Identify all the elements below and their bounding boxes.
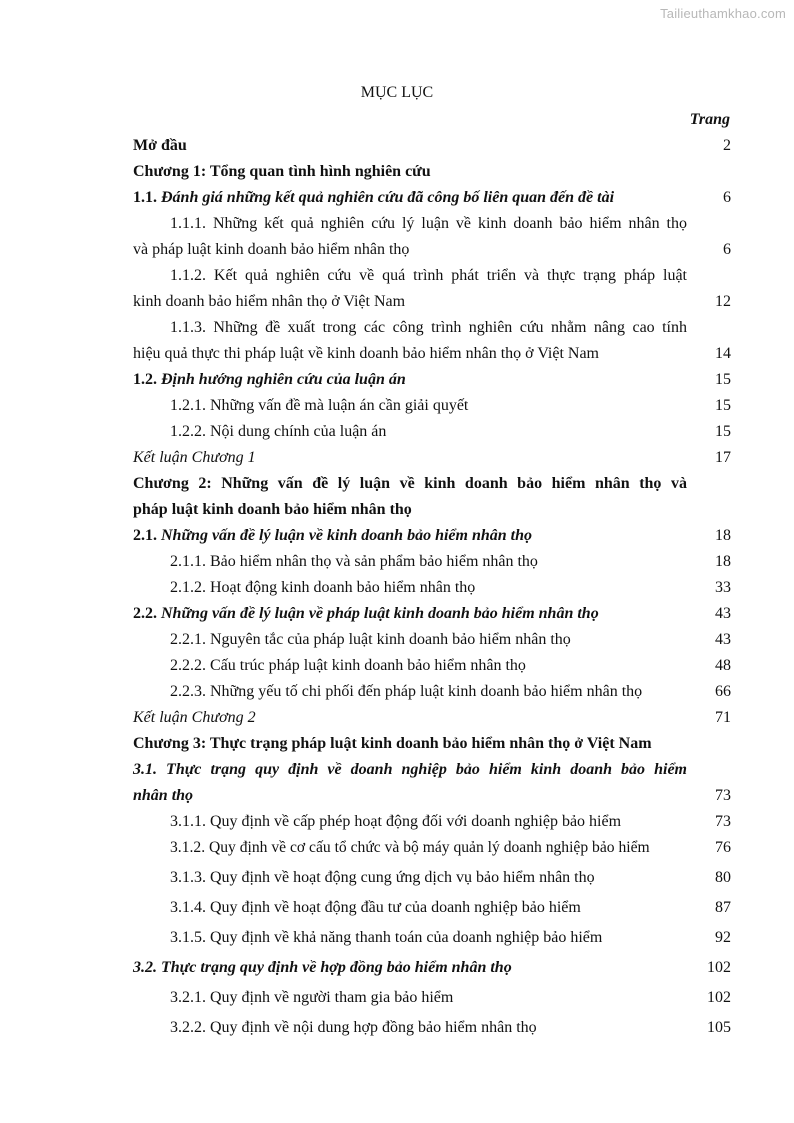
toc-entry-number: 2.2. [133,605,157,622]
toc-entry-text: Kết luận Chương 1 [133,449,256,466]
toc-subsection-2-2-2[interactable] [133,653,731,679]
toc-entry-page: 15 [715,371,731,388]
toc-subsection-1-1-2[interactable] [133,263,731,315]
toc-entry-text: Định hướng nghiên cứu của luận án [161,371,406,388]
toc-entry-page: 12 [715,293,731,310]
toc-section-2-1[interactable] [133,523,731,549]
table-of-contents [133,133,731,1041]
toc-entry-text-line1: 1.1.2. Kết quả nghiên cứu về quá trình phát triển và thực trạng pháp luật [170,267,687,284]
toc-entry-page: 43 [715,631,731,648]
toc-entry-page: 102 [707,989,731,1006]
toc-entry-number: 1.2. [133,371,157,388]
toc-entry-text-line2: và pháp luật kinh doanh bảo hiểm nhân thọ [133,241,410,258]
toc-entry-page: 71 [715,709,731,726]
toc-entry-page: 76 [715,839,731,856]
toc-subsection-3-1-2[interactable] [133,835,731,861]
toc-entry-text-line2: hiệu quả thực thi pháp luật về kinh doanh bảo hiểm nhân thọ ở Việt Nam [133,345,599,362]
toc-entry-text: 3.1.3. Quy định về hoạt động cung ứng dịch vụ bảo hiểm nhân thọ [170,869,595,886]
toc-subsection-3-2-2[interactable] [133,1015,731,1041]
toc-entry-page: 17 [715,449,731,466]
toc-conclusion-2[interactable] [133,705,731,731]
toc-subsection-3-1-1[interactable] [133,809,731,835]
toc-entry-page: 18 [715,527,731,544]
toc-entry-page: 92 [715,929,731,946]
toc-entry-text-line1: 1.1.1. Những kết quả nghiên cứu lý luận về kinh doanh bảo hiểm nhân thọ [170,215,687,232]
toc-section-2-2[interactable] [133,601,731,627]
toc-subsection-3-1-3[interactable] [133,865,731,891]
toc-chapter-2[interactable] [133,471,731,523]
toc-entry-page: 6 [723,189,731,206]
toc-chapter-1[interactable] [133,159,731,185]
toc-entry-text-line2: kinh doanh bảo hiểm nhân thọ ở Việt Nam [133,293,406,310]
toc-entry-text: 2.1.2. Hoạt động kinh doanh bảo hiểm nhân thọ [170,579,476,596]
toc-entry-page: 6 [723,241,731,258]
toc-entry-text: Chương 3: Thực trạng pháp luật kinh doanh bảo hiểm nhân thọ ở Việt Nam [133,735,652,752]
toc-entry-text-line1: Chương 2: Những vấn đề lý luận về kinh doanh bảo hiểm nhân thọ và [133,475,687,492]
toc-subsection-2-2-1[interactable] [133,627,731,653]
toc-subsection-3-1-4[interactable] [133,895,731,921]
toc-entry-page: 87 [715,899,731,916]
toc-entry-text: 2.2.1. Nguyên tắc của pháp luật kinh doanh bảo hiểm nhân thọ [170,631,571,648]
toc-entry-text: Những vấn đề lý luận về pháp luật kinh doanh bảo hiểm nhân thọ [161,605,599,622]
toc-entry-text: 3.1.1. Quy định về cấp phép hoạt động đối với doanh nghiệp bảo hiểm [170,813,622,830]
toc-entry-text: 3.1.4. Quy định về hoạt động đầu tư của doanh nghiệp bảo hiểm [170,899,581,916]
toc-entry-number: 1.1. [133,189,157,206]
toc-entry-page: 73 [715,787,731,804]
toc-section-1-1[interactable] [133,185,731,211]
toc-entry-text-line2: pháp luật kinh doanh bảo hiểm nhân thọ [133,501,412,518]
toc-subsection-2-2-3[interactable] [133,679,731,705]
toc-entry-text: 3.2.2. Quy định về nội dung hợp đồng bảo hiểm nhân thọ [170,1019,537,1036]
toc-entry-text: Đánh giá những kết quả nghiên cứu đã công bố liên quan đến đề tài [161,189,615,206]
toc-subsection-3-1-5[interactable] [133,925,731,951]
toc-entry-page: 14 [715,345,731,362]
toc-entry-page: 102 [707,959,731,976]
toc-entry-text: 2.2.2. Cấu trúc pháp luật kinh doanh bảo hiểm nhân thọ [170,657,526,674]
page-title: MỤC LỤC [360,84,434,101]
toc-entry-page: 15 [715,397,731,414]
toc-conclusion-1[interactable] [133,445,731,471]
toc-entry-text-line2: nhân thọ [133,787,194,804]
toc-subsection-3-2-1[interactable] [133,985,731,1011]
toc-subsection-2-1-2[interactable] [133,575,731,601]
toc-entry-page: 48 [715,657,731,674]
watermark: Tailieuthamkhao.com [660,6,786,21]
toc-entry-text: 3.2.1. Quy định về người tham gia bảo hiểm [170,989,454,1006]
toc-entry-text: 3.1.5. Quy định về khả năng thanh toán của doanh nghiệp bảo hiểm [170,929,603,946]
toc-entry-text-line1: 3.1. Thực trạng quy định về doanh nghiệp bảo hiểm kinh doanh bảo hiểm [133,761,687,778]
toc-section-3-2[interactable] [133,955,731,981]
toc-entry-number: 2.1. [133,527,157,544]
toc-entry-page: 66 [715,683,731,700]
toc-entry-text-line1: 1.1.3. Những đề xuất trong các công trình nghiên cứu nhằm nâng cao tính [170,319,687,336]
toc-subsection-2-1-1[interactable] [133,549,731,575]
toc-entry-text: Kết luận Chương 2 [133,709,256,726]
toc-entry-text: Mở đầu [133,137,187,154]
toc-entry-page: 2 [723,137,731,154]
toc-entry[interactable] [133,133,731,159]
toc-chapter-3[interactable] [133,731,731,757]
toc-subsection-1-2-1[interactable] [133,393,731,419]
toc-entry-page: 43 [715,605,731,622]
toc-subsection-1-2-2[interactable] [133,419,731,445]
toc-entry-text: 3.1.2. Quy định về cơ cấu tổ chức và bộ máy quản lý doanh nghiệp bảo hiểm [170,839,650,856]
toc-section-1-2[interactable] [133,367,731,393]
toc-entry-text: Những vấn đề lý luận về kinh doanh bảo hiểm nhân thọ [161,527,532,544]
toc-entry-text: 1.2.1. Những vấn đề mà luận án cần giải quyết [170,397,469,414]
toc-section-3-1[interactable] [133,757,731,809]
toc-entry-text: 1.2.2. Nội dung chính của luận án [170,423,387,440]
toc-subsection-1-1-1[interactable] [133,211,731,263]
toc-entry-text: Chương 1: Tổng quan tình hình nghiên cứu [133,163,431,180]
toc-entry-text: 2.1.1. Bảo hiểm nhân thọ và sản phẩm bảo hiểm nhân thọ [170,553,538,570]
toc-entry-text: 2.2.3. Những yếu tố chi phối đến pháp luật kinh doanh bảo hiểm nhân thọ [170,683,643,700]
toc-entry-page: 105 [707,1019,731,1036]
toc-entry-text: 3.2. Thực trạng quy định về hợp đồng bảo hiểm nhân thọ [133,959,512,976]
toc-entry-page: 15 [715,423,731,440]
toc-entry-page: 18 [715,553,731,570]
toc-entry-page: 80 [715,869,731,886]
toc-subsection-1-1-3[interactable] [133,315,731,367]
page-column-header: Trang [689,111,730,128]
toc-entry-page: 73 [715,813,731,830]
toc-entry-page: 33 [715,579,731,596]
